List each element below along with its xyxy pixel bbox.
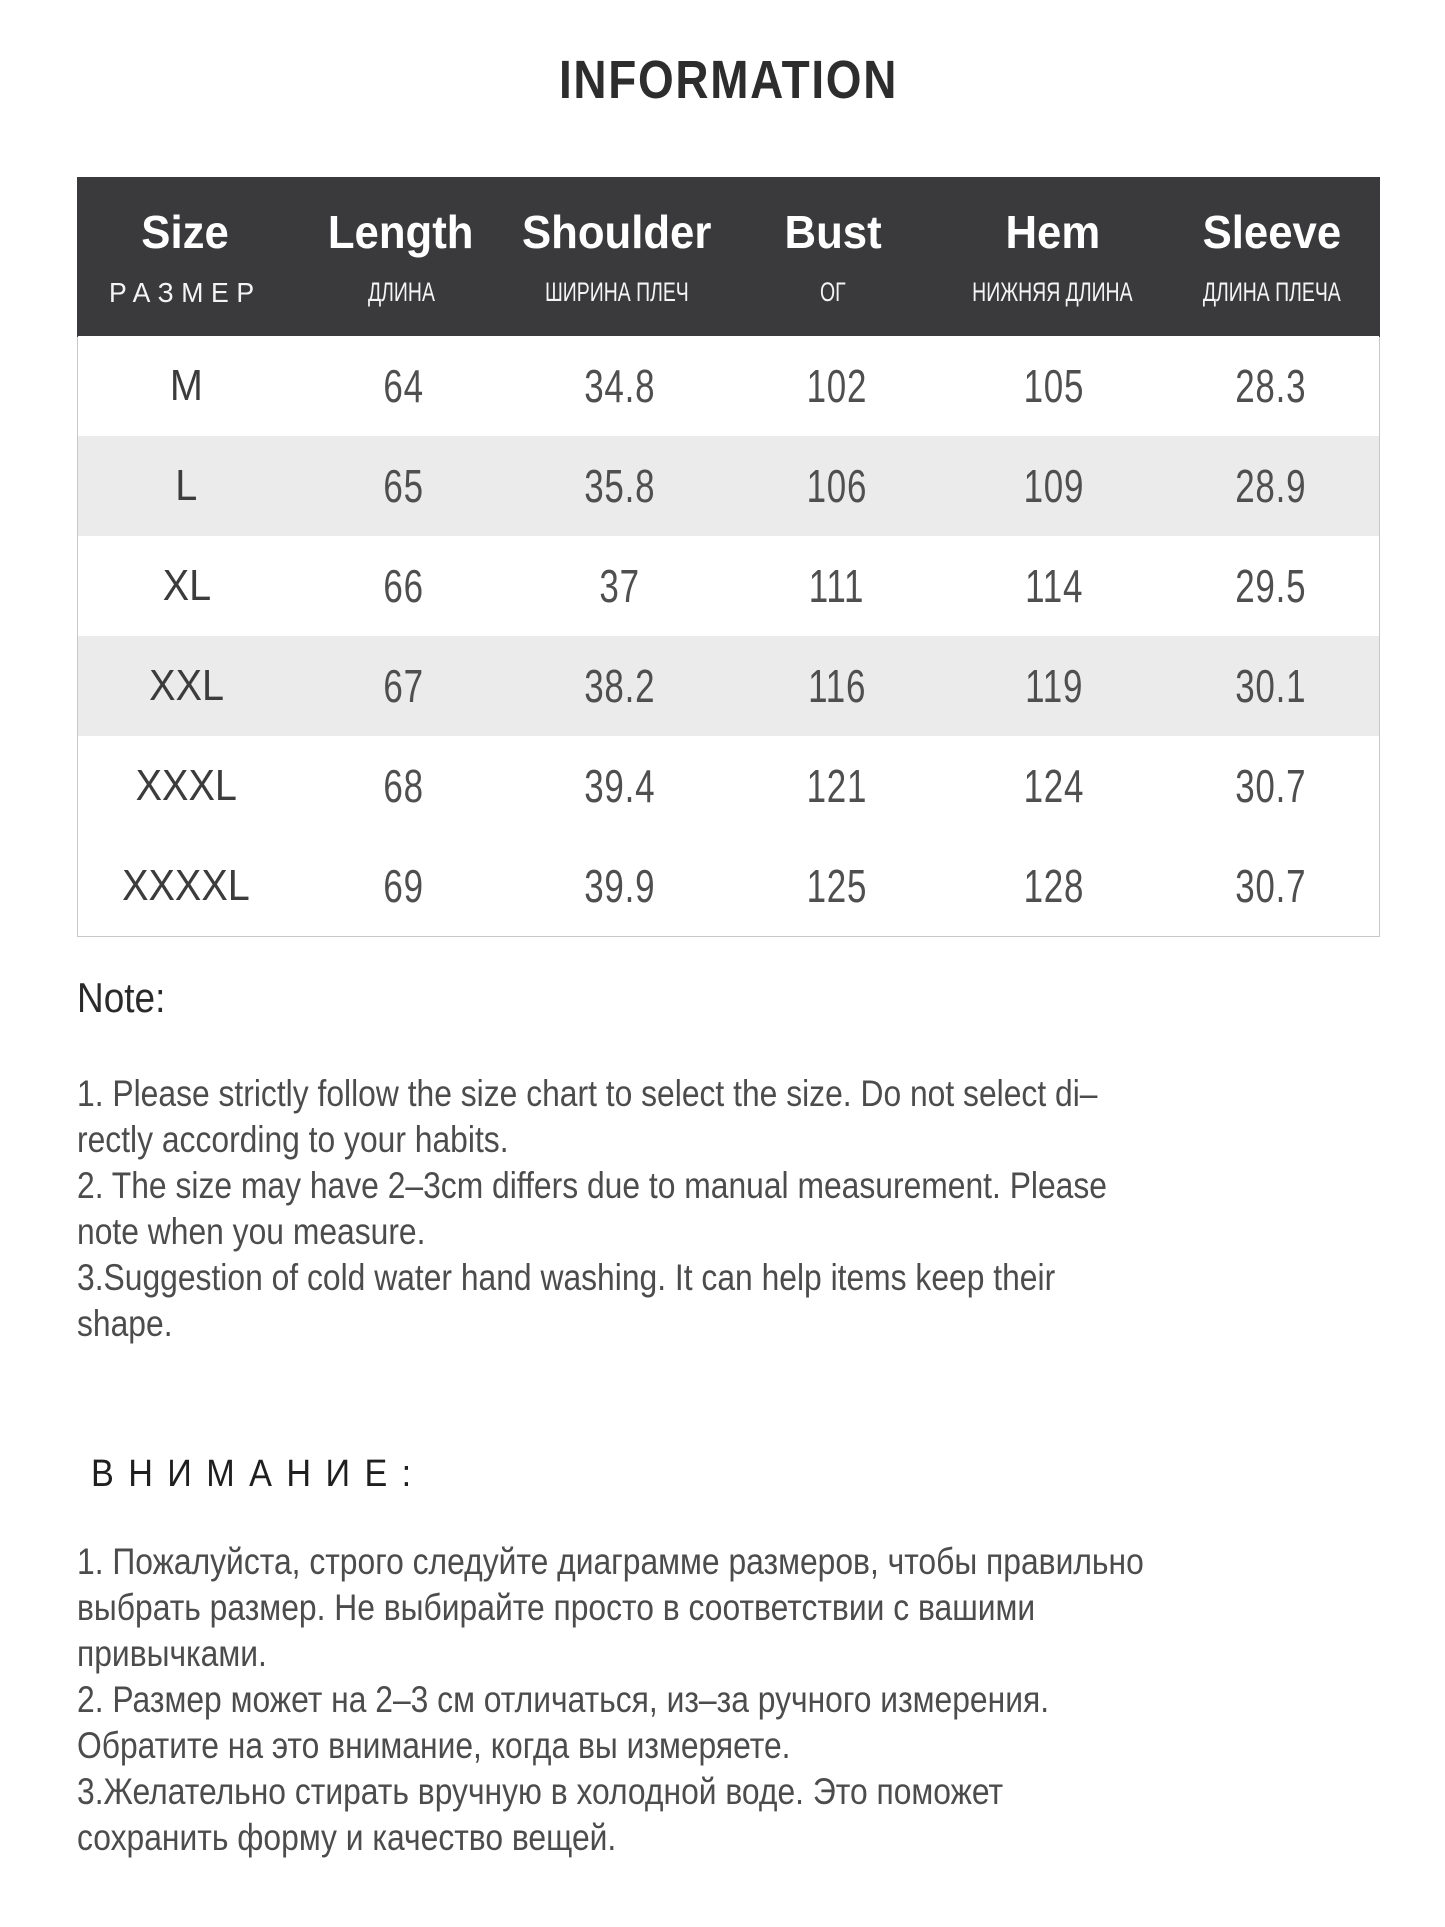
column-label-en: Sleeve <box>1202 205 1342 258</box>
cell-size: XL <box>162 561 211 610</box>
notes-ru-line: 3.Желательно стирать вручную в холодной воде. Это поможет <box>77 1771 1004 1812</box>
cell-size: XXL <box>148 661 224 710</box>
cell-bust: 125 <box>806 860 868 912</box>
notes-ru-line: 1. Пожалуйста, строго следуйте диаграмме размеров, чтобы правильно <box>77 1541 1144 1582</box>
notes-en-line: 1. Please strictly follow the size chart to select the size. Do not select di– <box>77 1073 1098 1114</box>
page-title: INFORMATION <box>558 50 899 110</box>
notes-ru-line: 2. Размер может на 2–3 см отличаться, из–за ручного измерения. <box>77 1679 1050 1720</box>
cell-sleeve: 28.3 <box>1235 360 1307 412</box>
notes-en-line: note when you measure. <box>77 1211 426 1252</box>
cell-bust: 116 <box>807 660 866 712</box>
cell-shoulder: 38.2 <box>584 660 656 712</box>
notes-ru-line: выбрать размер. Не выбирайте просто в соответствии с вашими <box>77 1587 1036 1628</box>
cell-bust: 121 <box>806 760 868 812</box>
table-row <box>78 536 1379 636</box>
cell-shoulder: 35.8 <box>584 460 656 512</box>
cell-sleeve: 28.9 <box>1235 460 1307 512</box>
notes-en-line: rectly according to your habits. <box>77 1119 509 1160</box>
size-table-header <box>77 177 1380 337</box>
column-header-hem <box>941 177 1164 337</box>
cell-shoulder: 39.9 <box>584 860 656 912</box>
cell-size: L <box>175 461 198 510</box>
cell-size: XXXXL <box>122 861 251 910</box>
cell-sleeve: 29.5 <box>1235 560 1307 612</box>
column-header-size <box>77 177 293 337</box>
cell-size: XXXL <box>135 761 238 810</box>
cell-bust: 102 <box>806 360 868 412</box>
notes-russian-section <box>77 1451 1380 1861</box>
table-row <box>78 336 1379 436</box>
cell-hem: 119 <box>1024 660 1083 712</box>
table-row <box>78 736 1379 836</box>
cell-hem: 105 <box>1023 360 1085 412</box>
cell-sleeve: 30.7 <box>1235 760 1307 812</box>
notes-ru-line: Обратите на это внимание, когда вы измеряете. <box>77 1725 791 1766</box>
column-label-ru: ШИРИНА ПЛЕЧ <box>545 276 690 307</box>
column-label-en: Hem <box>1005 205 1100 258</box>
size-table-body <box>78 336 1379 936</box>
column-label-ru: РАЗМЕР <box>108 276 262 308</box>
notes-en-heading: Note: <box>77 974 166 1021</box>
cell-hem: 114 <box>1024 560 1083 612</box>
column-label-ru: ОГ <box>820 276 846 307</box>
notes-en-paragraph <box>77 1071 1380 1347</box>
cell-hem: 128 <box>1023 860 1085 912</box>
cell-bust: 106 <box>806 460 868 512</box>
cell-length: 66 <box>383 560 424 612</box>
notes-ru-heading: ВНИМАНИЕ: <box>91 1453 426 1495</box>
cell-shoulder: 34.8 <box>584 360 656 412</box>
size-table <box>77 177 1380 937</box>
cell-hem: 124 <box>1023 760 1085 812</box>
notes-en-line: 3.Suggestion of cold water hand washing. It can help items keep their <box>77 1257 1056 1298</box>
cell-length: 68 <box>383 760 424 812</box>
cell-shoulder: 37 <box>599 560 641 612</box>
cell-shoulder: 39.4 <box>584 760 656 812</box>
column-header-sleeve <box>1164 177 1380 337</box>
notes-ru-line: сохранить форму и качество вещей. <box>77 1817 617 1858</box>
notes-en-line: shape. <box>77 1303 173 1344</box>
column-header-length <box>293 177 509 337</box>
notes-english-section <box>77 975 1380 1347</box>
cell-length: 67 <box>383 660 424 712</box>
notes-ru-paragraph <box>77 1539 1380 1861</box>
cell-bust: 111 <box>809 560 865 612</box>
notes-en-line: 2. The size may have 2–3cm differs due to manual measurement. Please <box>77 1165 1107 1206</box>
column-label-en: Shoulder <box>522 205 712 258</box>
column-label-ru: НИЖНЯЯ ДЛИНА <box>972 276 1133 307</box>
cell-hem: 109 <box>1023 460 1085 512</box>
notes-ru-line: привычками. <box>77 1633 267 1674</box>
column-header-shoulder <box>509 177 725 337</box>
cell-size: M <box>169 361 203 410</box>
table-row <box>78 636 1379 736</box>
cell-sleeve: 30.7 <box>1235 860 1307 912</box>
column-label-ru: ДЛИНА <box>367 276 435 307</box>
table-row <box>78 836 1379 936</box>
cell-sleeve: 30.1 <box>1235 660 1307 712</box>
column-label-ru: ДЛИНА ПЛЕЧА <box>1203 276 1341 307</box>
column-label-en: Size <box>141 205 229 258</box>
cell-length: 65 <box>383 460 424 512</box>
column-label-en: Bust <box>784 205 882 258</box>
cell-length: 64 <box>383 360 424 412</box>
table-row <box>78 436 1379 536</box>
column-label-en: Length <box>328 205 474 258</box>
column-header-bust <box>725 177 941 337</box>
cell-length: 69 <box>383 860 424 912</box>
